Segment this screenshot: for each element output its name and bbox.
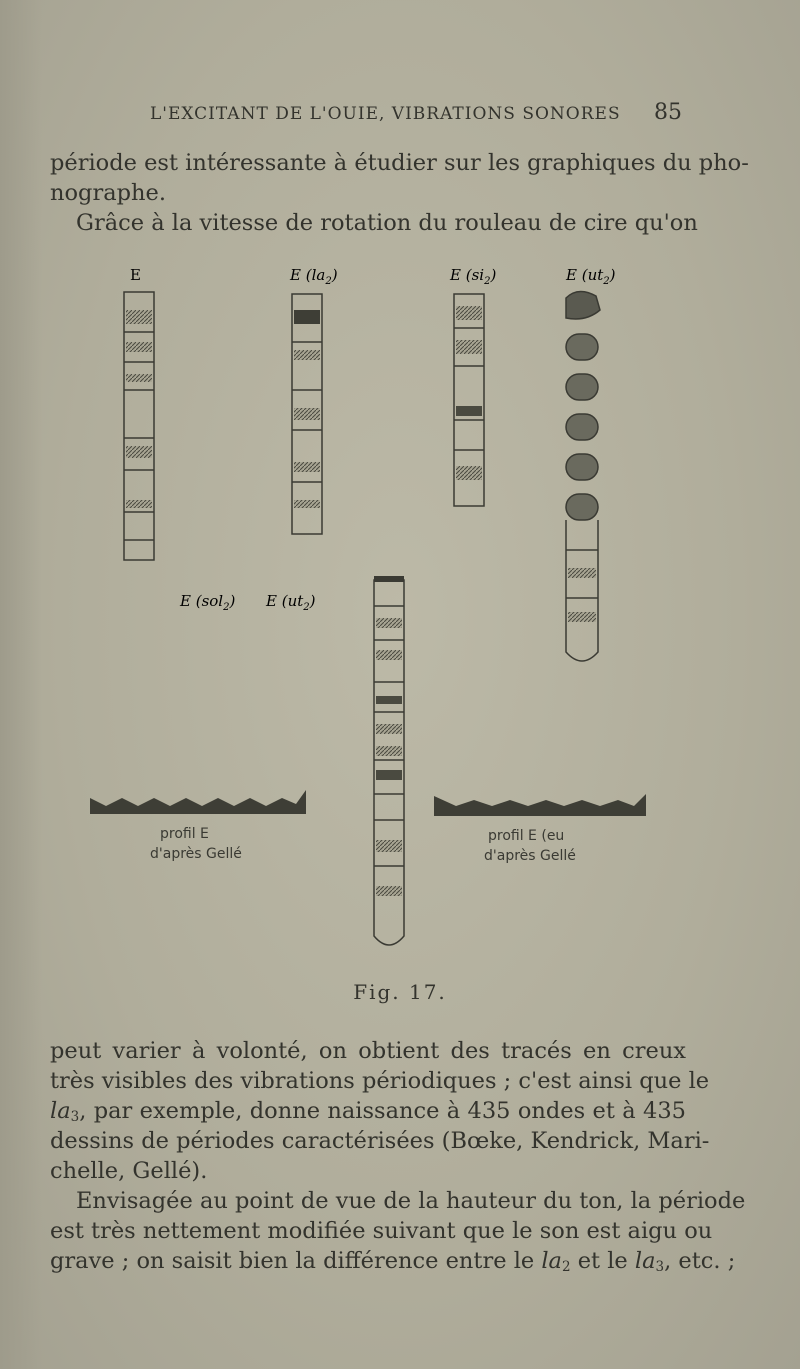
running-title: L'EXCITANT DE L'OUIE, VIBRATIONS SONORES bbox=[150, 104, 621, 124]
text-line: chelle, Gellé). bbox=[50, 1158, 208, 1184]
label-e-ut2: E $(ut_2)$ bbox=[566, 266, 616, 287]
text-line: $la_3$, par exemple, donne naissance à 435 ondes et à 435 bbox=[50, 1098, 686, 1125]
profile-left-graph bbox=[90, 790, 306, 814]
text-line: Grâce à la vitesse de rotation du rouleau de cire qu'on bbox=[76, 210, 698, 236]
profile-left-line2: d'après Gellé bbox=[150, 846, 242, 862]
label-e-la2: E $(la_2)$ bbox=[290, 266, 338, 287]
trace-strip-e-si2 bbox=[454, 294, 484, 506]
trace-strip-long bbox=[374, 576, 404, 945]
page-number: 85 bbox=[654, 100, 682, 125]
figure-caption: Fig. 17. bbox=[353, 980, 447, 1004]
profile-right-graph bbox=[434, 794, 646, 816]
text-line: Envisagée au point de vue de la hauteur du ton, la période bbox=[76, 1188, 746, 1214]
text-line: est très nettement modifiée suivant que le son est aigu ou bbox=[50, 1218, 713, 1244]
text-line: peut varier à volonté, on obtient des tracés en creux bbox=[50, 1038, 686, 1064]
label-e-ut2-second: E $(ut_2)$ bbox=[266, 592, 316, 613]
trace-strip-e-la2 bbox=[292, 294, 322, 534]
text-line: nographe. bbox=[50, 180, 166, 206]
label-e-si2: E $(si_2)$ bbox=[450, 266, 497, 287]
label-e: E bbox=[130, 266, 141, 284]
label-e-sol2: E (sol$_2$) bbox=[180, 592, 236, 613]
paragraph-bottom bbox=[50, 1036, 746, 1276]
running-head bbox=[0, 100, 800, 134]
text-line: très visibles des vibrations périodiques ; c'est ainsi que le bbox=[50, 1068, 710, 1094]
trace-strip-e bbox=[124, 292, 154, 560]
text-line: grave ; on saisit bien la différence entre le $la_2$ et le $la_3$, etc. ; bbox=[50, 1248, 736, 1275]
text-line: période est intéressante à étudier sur les graphiques du pho- bbox=[50, 150, 749, 176]
profile-right-line2: d'après Gellé bbox=[484, 848, 576, 864]
profile-left-line1: profil E bbox=[160, 826, 209, 842]
figure-17 bbox=[0, 250, 800, 970]
trace-strip-e-ut2 bbox=[566, 291, 600, 661]
text-line: dessins de périodes caractérisées (Bœke, Kendrick, Mari- bbox=[50, 1128, 710, 1154]
paragraph-top bbox=[50, 148, 749, 238]
profile-right-line1: profil E (eu bbox=[488, 828, 565, 844]
